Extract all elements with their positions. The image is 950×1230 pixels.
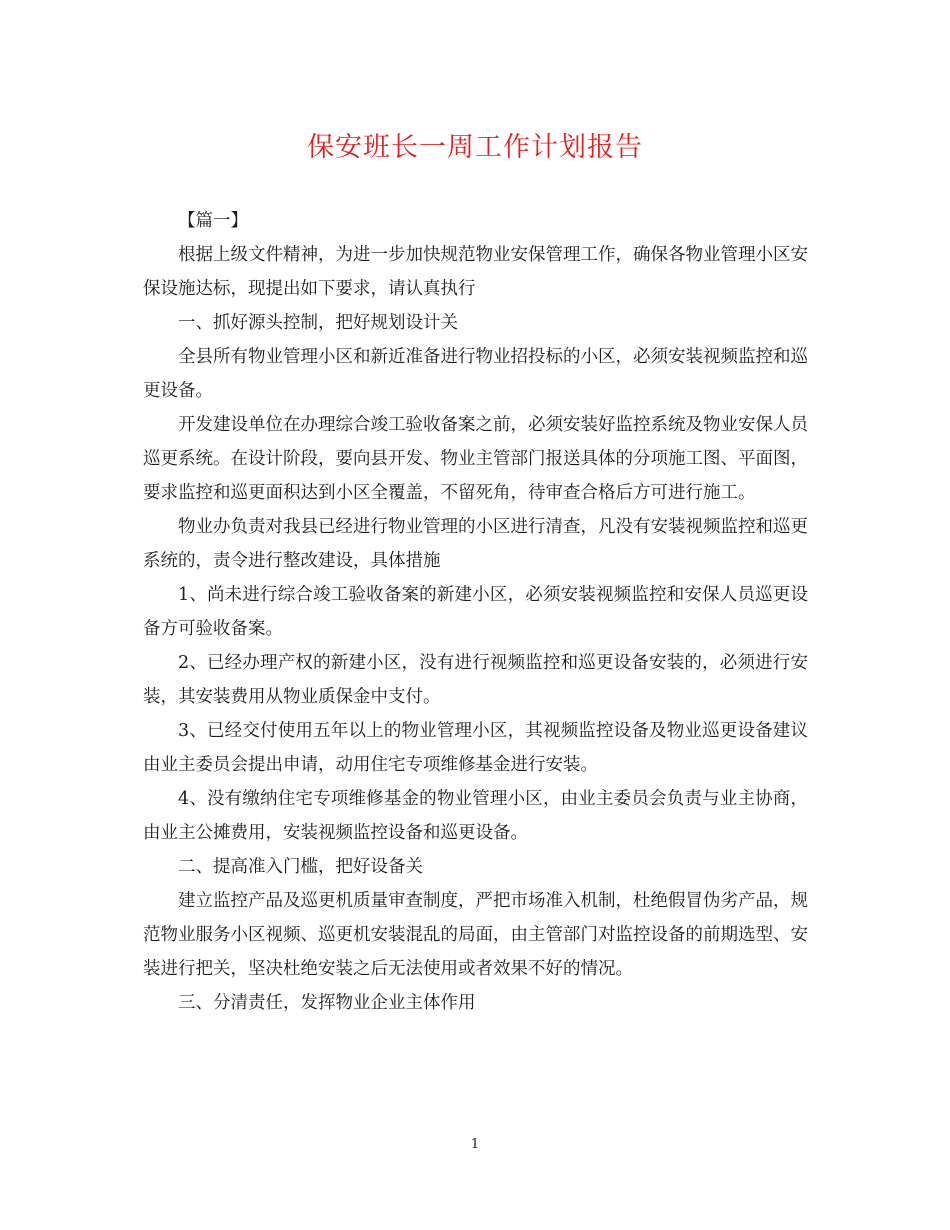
paragraph: 全县所有物业管理小区和新近准备进行物业招投标的小区，必须安装视频监控和巡更设备。 xyxy=(143,347,808,401)
heading-section-3: 三、分清责任，发挥物业企业主体作用 xyxy=(178,993,476,1013)
list-item: 2、已经办理产权的新建小区，没有进行视频监控和巡更设备安装的，必须进行安装，其安装费用从物业质保金中支付。 xyxy=(143,653,808,707)
paragraph: 根据上级文件精神，为进一步加快规范物业安保管理工作，确保各物业管理小区安保设施达标，现提出如下要求，请认真执行 xyxy=(143,245,808,299)
paragraph: 物业办负责对我县已经进行物业管理的小区进行清查，凡没有安装视频监控和巡更系统的，责令进行整改建设，具体措施 xyxy=(143,517,808,571)
list-item: 1、尚未进行综合竣工验收备案的新建小区，必须安装视频监控和安保人员巡更设备方可验收备案。 xyxy=(143,585,808,639)
paragraph: 建立监控产品及巡更机质量审查制度，严把市场准入机制，杜绝假冒伪劣产品，规范物业服务小区视频、巡更机安装混乱的局面，由主管部门对监控设备的前期选型、安装进行把关，坚决杜绝安装之后无法使用或者效果不好的情况。 xyxy=(143,891,808,979)
heading-section-2: 二、提高准入门槛，把好设备关 xyxy=(178,857,423,877)
paragraph: 开发建设单位在办理综合竣工验收备案之前，必须安装好监控系统及物业安保人员巡更系统。在设计阶段，要向县开发、物业主管部门报送具体的分项施工图、平面图，要求监控和巡更面积达到小区全覆盖，不留死角，待审查合格后方可进行施工。 xyxy=(143,415,808,503)
list-item: 4、没有缴纳住宅专项维修基金的物业管理小区，由业主委员会负责与业主协商，由业主公摊费用，安装视频监控设备和巡更设备。 xyxy=(143,789,808,843)
heading-section-1: 一、抓好源头控制，把好规划设计关 xyxy=(178,313,458,333)
page-number: 1 xyxy=(470,1137,480,1152)
list-item: 3、已经交付使用五年以上的物业管理小区，其视频监控设备及物业巡更设备建议由业主委员会提出申请，动用住宅专项维修基金进行安装。 xyxy=(143,721,808,775)
document-title: 保安班长一周工作计划报告 xyxy=(307,132,643,163)
section-label: 【篇一】 xyxy=(178,211,248,231)
document-body xyxy=(143,204,808,1020)
